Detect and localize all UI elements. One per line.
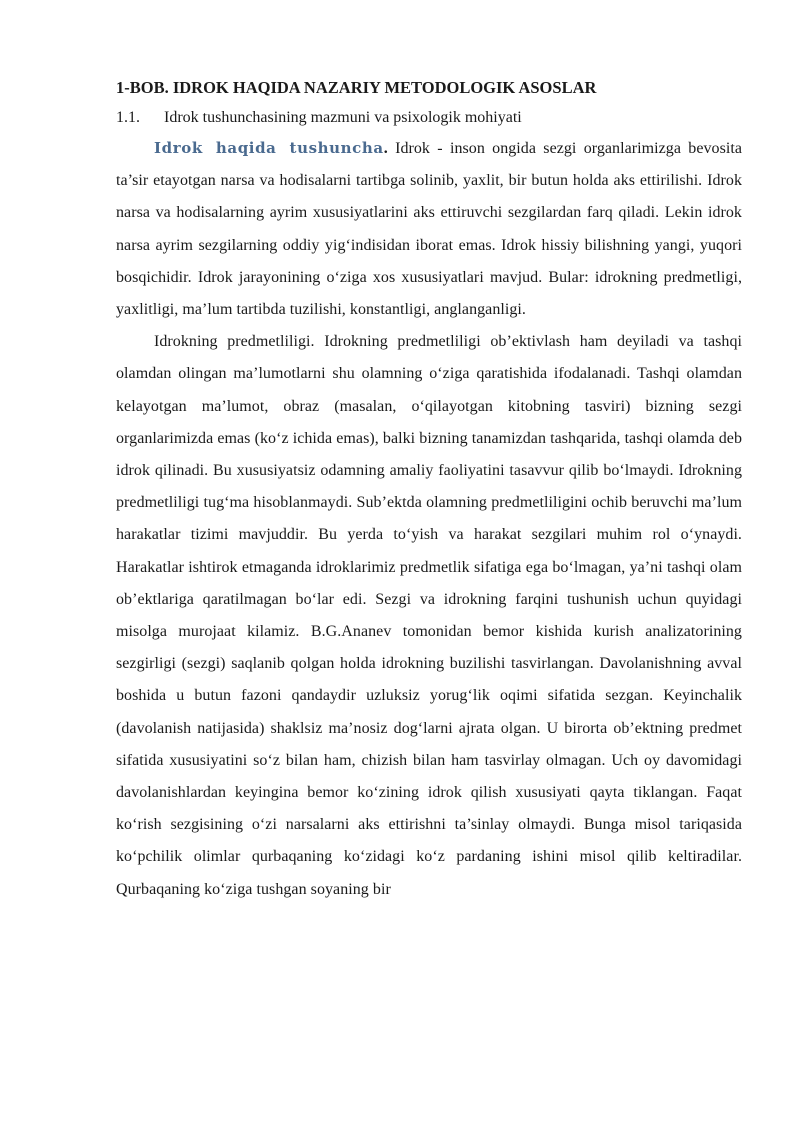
lead-punctuation: . (383, 140, 388, 157)
section-number: 1.1. (116, 109, 140, 126)
document-page (116, 76, 742, 906)
section-title: Idrok tushunchasining mazmuni va psixologik mohiyati (164, 109, 522, 126)
paragraph-lead-term: Idrok haqida tushuncha (154, 139, 384, 157)
section-heading (116, 104, 742, 132)
chapter-title: 1-BOB. IDROK HAQIDA NAZARIY METODOLOGIK ASOSLAR (116, 78, 597, 97)
paragraph-2: Idrokning predmetliligi. Idrokning predmetliligi ob’ektivlash ham deyiladi va tashqi olamdan olingan ma’lumotlarni shu olamning o‘ziga qaratishida ifodalanadi. Tashqi olamdan kelayotgan ma’lumot, obraz (masalan, o‘qilayotgan kitobning tasviri) bizning sezgi organlarimizda emas (ko‘z ichida emas), balki bizning tanamizdan tashqarida, tashqi olamda deb idrok qilinadi. Bu xususiyatsiz odamning amaliy faoliyatini tasavvur qilib bo‘lmaydi. Idrokning predmetliligi tug‘ma hisoblanmaydi. Sub’ektda olamning predmetliligini ochib beruvchi ma’lum harakatlar tizimi mavjuddir. Bu yerda to‘yish va harakat sezgilari muhim rol o‘ynaydi. Harakatlar ishtirok etmaganda idroklarimiz predmetlik sifatiga ega bo‘lmagan, ya’ni tashqi olam ob’ektlariga qaratilmagan bo‘lar edi. Sezgi va idrokning farqini tushunish uchun quyidagi misolga murojaat kilamiz. B.G.Ananev tomonidan bemor kishida kurish analizatorining sezgirligi (sezgi) saqlanib qolgan holda idrokning buzilishi tasvirlangan. Davolanishning avval boshida u butun fazoni qandaydir uzluksiz yorug‘lik oqimi sifatida sezgan. Keyinchalik (davolanish natijasida) shaklsiz ma’nosiz dog‘larni ajrata olgan. U birorta ob’ektning predmet sifatida xususiyatini so‘z bilan ham, chizish bilan ham tasvirlay olmagan. Uch oy davomidagi davolanishlardan keyingina bemor ko‘zining idrok qilish xususiyati qayta tiklangan. Faqat ko‘rish sezgisining o‘zi narsalarni aks ettirishni ta’sinlay olmaydi. Bunga misol tariqasida ko‘pchilik olimlar qurbaqaning ko‘zidagi ko‘z pardaning ishini misol qilib keltiradilar. Qurbaqaning ko‘ziga tushgan soyaning bir (116, 333, 742, 898)
paragraph-1 (116, 132, 742, 326)
paragraph-1-text: Idrok - inson ongida sezgi organlarimizga bevosita ta’sir etayotgan narsa va hodisalarni tartibga solinib, yaxlit, bir butun holda aks ettirilishi. Idrok narsa va hodisalarning ayrim xususiyatlarini aks ettiruvchi sezgilardan farq qiladi. Lekin idrok narsa ayrim sezgilarning oddiy yig‘indisidan iborat emas. Idrok hissiy bilishning yangi, yuqori bosqichidir. Idrok jarayonining o‘ziga xos xususiyatlari mavjud. Bular: idrokning predmetligi, yaxlitligi, ma’lum tartibda tuzilishi, konstantligi, anglanganligi. (116, 140, 742, 319)
